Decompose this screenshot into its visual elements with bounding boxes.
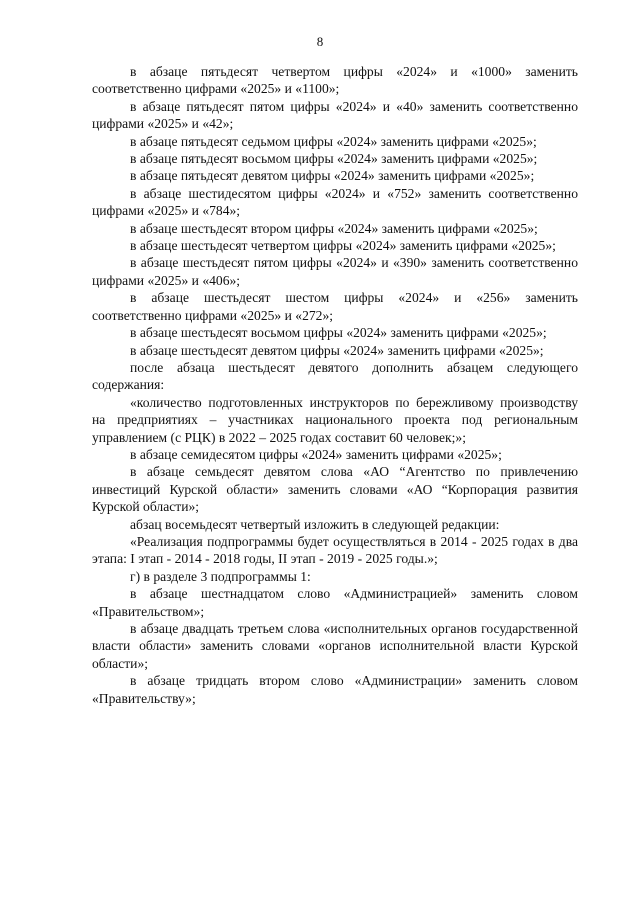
paragraph: в абзаце пятьдесят девятом цифры «2024» заменить цифрами «2025»; — [130, 168, 535, 184]
paragraph: в абзаце пятьдесят четвертом цифры «2024» и «1000» заменить соответственно цифрами «2025» и «1100»; — [92, 64, 578, 97]
page-number: 8 — [316, 34, 324, 49]
paragraph: в абзаце тридцать втором слово «Администрации» заменить словом «Правительству»; — [92, 673, 578, 706]
paragraph: в абзаце шестьдесят восьмом цифры «2024» заменить цифрами «2025»; — [130, 325, 547, 341]
paragraph: в абзаце двадцать третьем слова «исполнительных органов государственной власти области» заменить словами «органов исполнительной власти Курской области»; — [92, 621, 578, 671]
paragraph: «Реализация подпрограммы будет осуществляться в 2014 - 2025 годах в два этапа: I этап - 2014 - 2018 годы, II этап - 2019 - 2025 годы.»; — [92, 533, 578, 567]
paragraph: в абзаце шестьдесят втором цифры «2024» заменить цифрами «2025»; — [130, 220, 538, 236]
paragraph: в абзаце шестьдесят шестом цифры «2024» и «256» заменить соответственно цифрами «2025» и «272»; — [92, 290, 578, 323]
paragraph: в абзаце семидесятом цифры «2024» заменить цифрами «2025»; — [130, 446, 502, 462]
paragraph: после абзаца шестьдесят девятого дополнить абзацем следующего содержания: — [92, 359, 578, 393]
document-body — [92, 63, 578, 707]
paragraph: в абзаце пятьдесят пятом цифры «2024» и «40» заменить соответственно цифрами «2025» и «42»; — [92, 98, 578, 132]
paragraph: в абзаце шестьдесят четвертом цифры «2024» заменить цифрами «2025»; — [130, 238, 556, 254]
paragraph: г) в разделе 3 подпрограммы 1: — [130, 568, 311, 584]
paragraph: в абзаце пятьдесят седьмом цифры «2024» заменить цифрами «2025»; — [130, 133, 537, 149]
paragraph: в абзаце шестидесятом цифры «2024» и «752» заменить соответственно цифрами «2025» и «784»; — [92, 185, 578, 219]
paragraph: в абзаце пятьдесят восьмом цифры «2024» заменить цифрами «2025»; — [130, 151, 538, 167]
paragraph: «количество подготовленных инструкторов по бережливому производству на предприятиях – участниках национального проекта под региональным управлением (с РЦК) в 2022 – 2025 годах составит 60 человек;»; — [92, 394, 578, 445]
paragraph: в абзаце шестьдесят пятом цифры «2024» и «390» заменить соответственно цифрами «2025» и «406»; — [92, 255, 578, 288]
paragraph: в абзаце шестнадцатом слово «Администрацией» заменить словом «Правительством»; — [92, 586, 578, 619]
paragraph: абзац восемьдесят четвертый изложить в следующей редакции: — [130, 516, 500, 532]
paragraph: в абзаце семьдесят девятом слова «АО “Агентство по привлечению инвестиций Курской области» заменить словами «АО “Корпорация развития Курской области»; — [92, 464, 578, 515]
paragraph: в абзаце шестьдесят девятом цифры «2024» заменить цифрами «2025»; — [130, 342, 544, 358]
